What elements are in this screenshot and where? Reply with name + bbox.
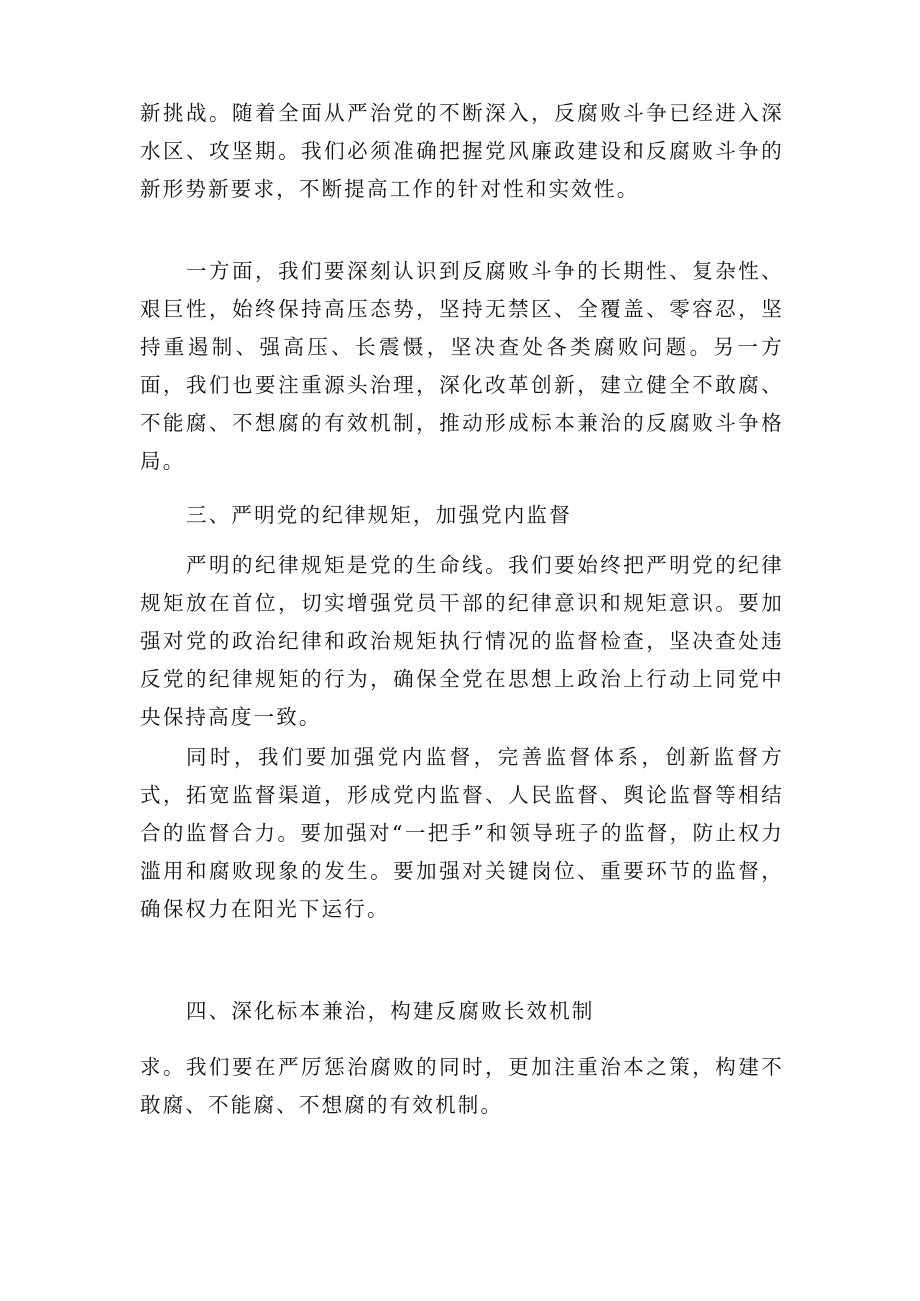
section-heading-four: 四、深化标本兼治，构建反腐败长效机制 bbox=[186, 999, 595, 1023]
paragraph-one-hand: 一方面，我们要深刻认识到反腐败斗争的长期性、复杂性、艰巨性，始终保持高压态势，坚持无禁区、全覆盖、零容忍，坚持重遏制、强高压、长震慑，坚决查处各类腐败问题。另一方面，我们也要注重源头治理，深化改革创新，建立健全不敢腐、不能腐、不想腐的有效机制，推动形成标本兼治的反腐败斗争格局。 bbox=[140, 259, 784, 473]
paragraph-supervision: 同时，我们要加强党内监督，完善监督体系，创新监督方式，拓宽监督渠道，形成党内监督、人民监督、舆论监督等相结合的监督合力。要加强对“一把手”和领导班子的监督，防止权力滥用和腐败现象的发生。要加强对关键岗位、重要环节的监督，确保权力在阳光下运行。 bbox=[140, 745, 784, 921]
paragraph-intro-continuation: 新挑战。随着全面从严治党的不断深入，反腐败斗争已经进入深水区、攻坚期。我们必须准确把握党风廉政建设和反腐败斗争的新形势新要求，不断提高工作的针对性和实效性。 bbox=[140, 101, 784, 201]
section-heading-three: 三、严明党的纪律规矩，加强党内监督 bbox=[186, 503, 572, 527]
paragraph-discipline: 严明的纪律规矩是党的生命线。我们要始终把严明党的纪律规矩放在首位，切实增强党员干部的纪律意识和规矩意识。要加强对党的政治纪律和政治规矩执行情况的监督检查，坚决查处违反党的纪律规矩的行为，确保全党在思想上政治上行动上同党中央保持高度一致。 bbox=[140, 553, 784, 729]
paragraph-mechanism-continuation: 求。我们要在严厉惩治腐败的同时，更加注重治本之策，构建不敢腐、不能腐、不想腐的有效机制。 bbox=[140, 1055, 784, 1117]
